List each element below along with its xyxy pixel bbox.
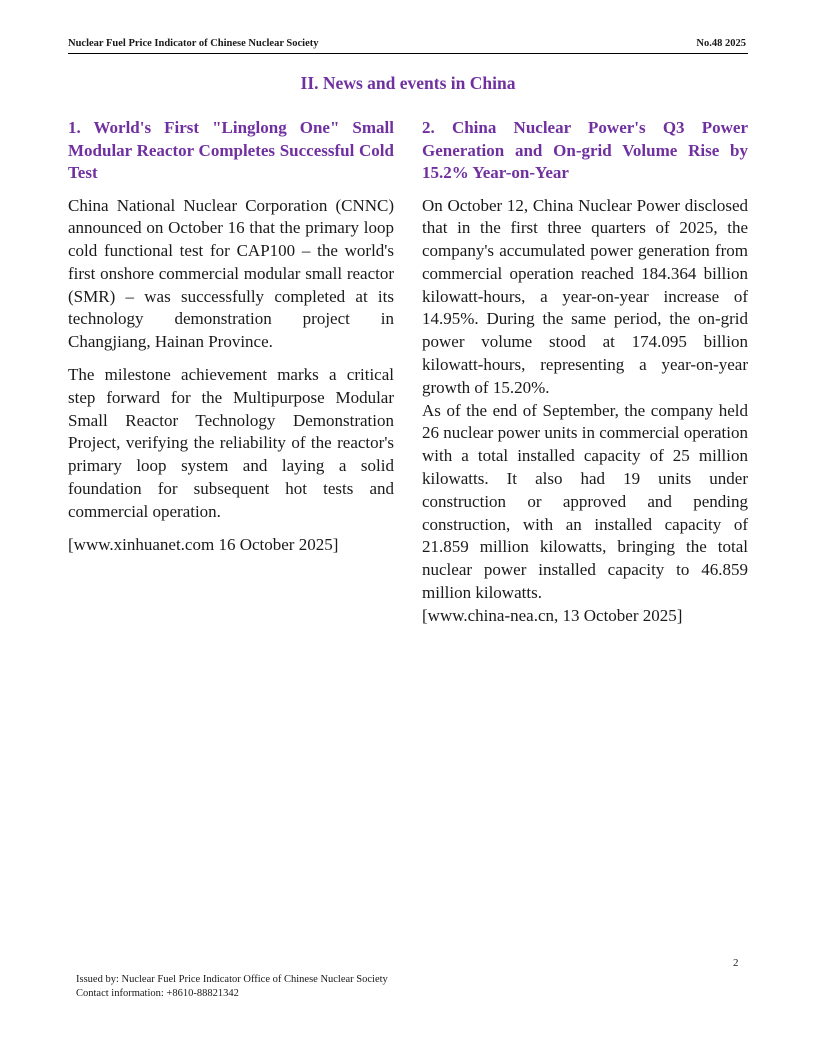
page-header bbox=[68, 37, 748, 54]
article-source: [www.xinhuanet.com 16 October 2025] bbox=[68, 534, 339, 554]
article-column-left bbox=[68, 117, 394, 566]
article-paragraph: The milestone achievement marks a critical step forward for the Multipurpose Modular Small Reactor Technology Demonstration Project, verifying the reliability of the reactor's primary loop system and laying a solid foundation for subsequent hot tests and commercial operation. bbox=[68, 365, 394, 521]
page-footer bbox=[76, 973, 388, 1001]
footer-issued-by: Issued by: Nuclear Fuel Price Indicator Office of Chinese Nuclear Society bbox=[76, 974, 388, 985]
article-source: [www.china-nea.cn, 13 October 2025] bbox=[422, 605, 683, 625]
header-publication-title: Nuclear Fuel Price Indicator of Chinese Nuclear Society bbox=[68, 38, 319, 49]
article-title: 1. World's First "Linglong One" Small Modular Reactor Completes Successful Cold Test bbox=[68, 118, 394, 182]
article-title: 2. China Nuclear Power's Q3 Power Generation and On-grid Volume Rise by 15.2% Year-on-Year bbox=[422, 118, 748, 182]
page-number: 2 bbox=[733, 957, 739, 969]
article-paragraph: On October 12, China Nuclear Power disclosed that in the first three quarters of 2025, the company's accumulated power generation from commercial operation reached 184.364 billion kilowatt-hours, a year-on-year increase of 14.95%. During the same period, the on-grid power volume stood at 174.095 billion kilowatt-hours, representing a year-on-year growth of 15.20%. bbox=[422, 195, 748, 397]
article-column-right bbox=[422, 117, 748, 628]
article-paragraph: As of the end of September, the company held 26 nuclear power units in commercial operation with a total installed capacity of 25 million kilowatts. It also had 19 units under construction or approved and pending construction, with an installed capacity of 21.859 million kilowatts, bringing the total nuclear power installed capacity to 46.859 million kilowatts. bbox=[422, 400, 748, 603]
footer-contact: Contact information: +8610-88821342 bbox=[76, 988, 239, 999]
article-paragraph: China National Nuclear Corporation (CNNC) announced on October 16 that the primary loop cold functional test for CAP100 – the world's first onshore commercial modular small reactor (SMR) – was successfully completed at its technology demonstration project in Changjiang, Hainan Province. bbox=[68, 195, 394, 352]
section-title: II. News and events in China bbox=[300, 73, 516, 93]
header-issue-number: No.48 2025 bbox=[696, 38, 746, 49]
